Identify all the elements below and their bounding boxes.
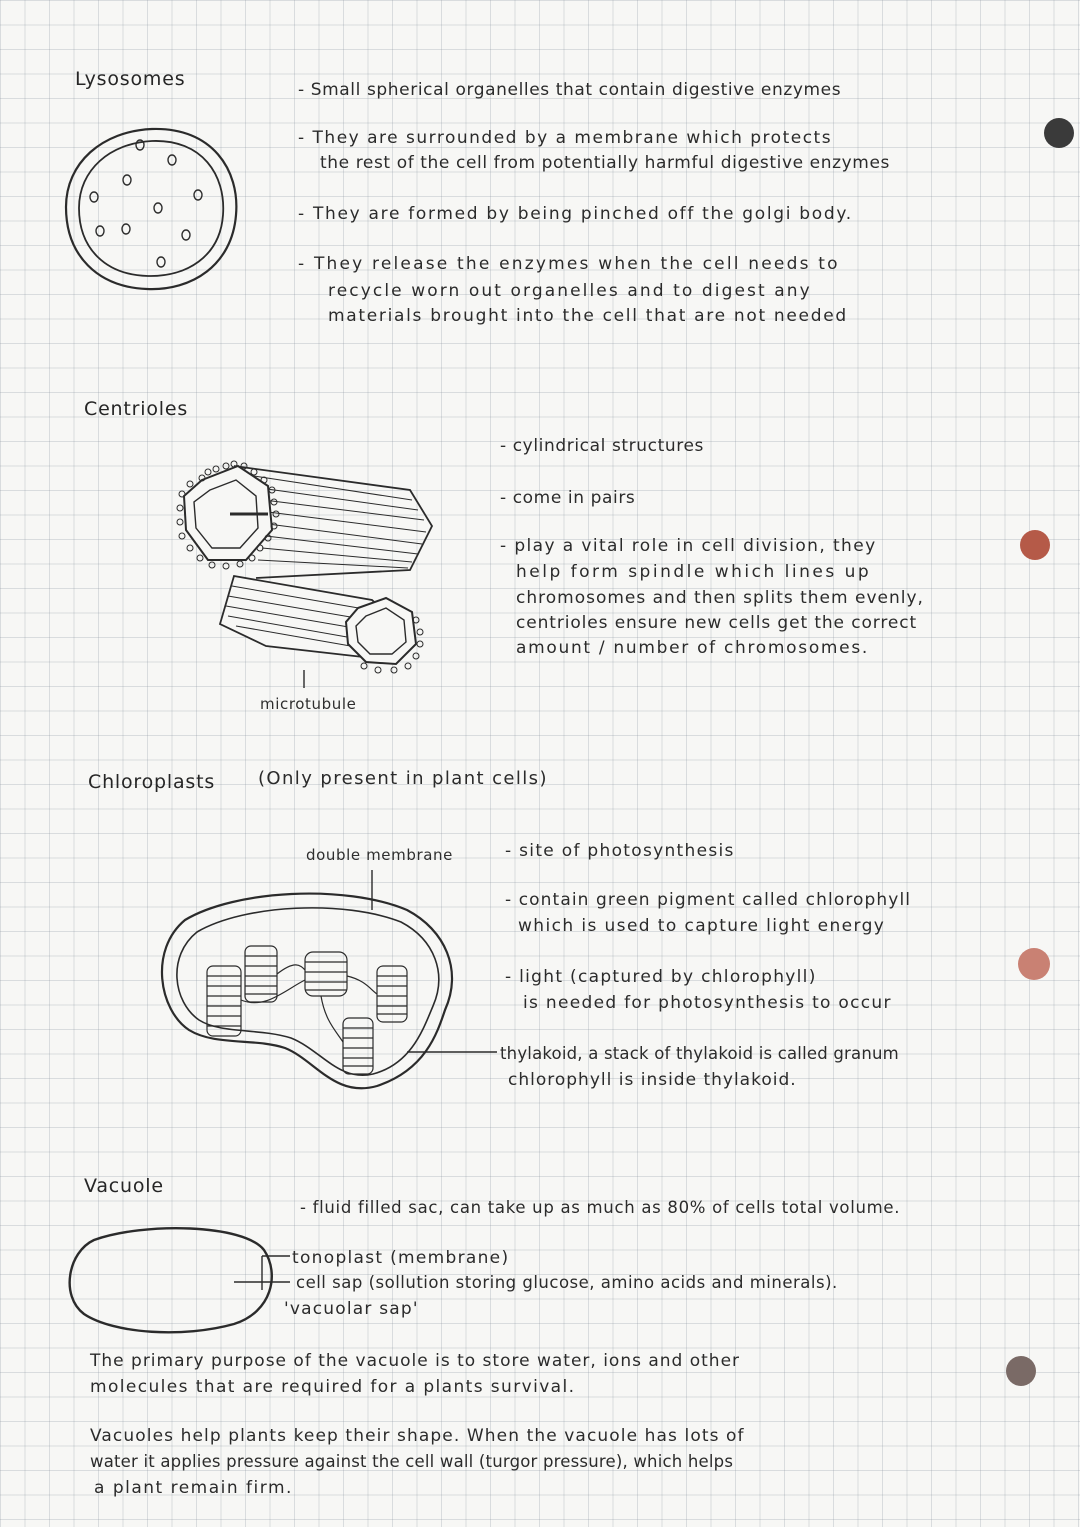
vacuole-paragraph-2-line-3: a plant remain firm. xyxy=(94,1478,293,1498)
lysosomes-bullet-2-line-2: the rest of the cell from potentially harmful digestive enzymes xyxy=(320,153,890,173)
chloroplasts-bullet-2-line-1: - contain green pigment called chlorophyll xyxy=(505,890,912,910)
vacuole-paragraph-2-line-2: water it applies pressure against the cell wall (turgor pressure), which helps xyxy=(90,1452,734,1471)
lysosomes-heading: Lysosomes xyxy=(75,68,186,90)
chloroplasts-note: (Only present in plant cells) xyxy=(258,768,548,789)
vacuole-paragraph-2-line-1: Vacuoles help plants keep their shape. When the vacuole has lots of xyxy=(90,1426,745,1446)
vacuole-heading: Vacuole xyxy=(84,1175,164,1197)
lysosomes-bullet-4-line-2: recycle worn out organelles and to digest any xyxy=(328,281,812,301)
punch-hole xyxy=(1044,118,1074,148)
thylakoid-label-line-1: thylakoid, a stack of thylakoid is called granum xyxy=(500,1044,899,1063)
lysosome-diagram-icon xyxy=(62,125,242,295)
lysosomes-bullet-4-line-3: materials brought into the cell that are not needed xyxy=(328,306,848,326)
vacuole-paragraph-1-line-1: The primary purpose of the vacuole is to store water, ions and other xyxy=(90,1351,741,1371)
vacuolar-sap-label: 'vacuolar sap' xyxy=(284,1299,419,1319)
punch-hole xyxy=(1006,1356,1036,1386)
chloroplasts-bullet-3-line-1: - light (captured by chlorophyll) xyxy=(505,967,817,987)
chloroplasts-heading: Chloroplasts xyxy=(88,771,216,793)
chloroplasts-bullet-2-line-2: which is used to capture light energy xyxy=(518,916,886,936)
thylakoid-label-line-2: chlorophyll is inside thylakoid. xyxy=(508,1070,797,1090)
centrioles-bullet-3-line-5: amount / number of chromosomes. xyxy=(516,638,870,658)
centrioles-bullet-3-line-3: chromosomes and then splits them evenly, xyxy=(516,588,924,608)
centrioles-bullet-1: - cylindrical structures xyxy=(500,436,704,456)
centrioles-bullet-3-line-1: - play a vital role in cell division, they xyxy=(500,536,877,556)
lysosomes-bullet-1: - Small spherical organelles that contain digestive enzymes xyxy=(298,80,842,100)
punch-hole xyxy=(1020,530,1050,560)
cell-sap-label: cell sap (sollution storing glucose, amino acids and minerals). xyxy=(296,1273,838,1292)
chloroplasts-bullet-3-line-2: is needed for photosynthesis to occur xyxy=(523,993,892,1013)
lysosomes-bullet-2-line-1: - They are surrounded by a membrane which protects xyxy=(298,128,833,148)
centriole-diagram-icon xyxy=(172,448,442,698)
lysosomes-bullet-4-line-1: - They release the enzymes when the cell needs to xyxy=(298,254,840,274)
centrioles-heading: Centrioles xyxy=(84,398,189,420)
vacuole-diagram-icon xyxy=(64,1220,294,1340)
vacuole-bullet-1: - fluid filled sac, can take up as much as 80% of cells total volume. xyxy=(300,1198,901,1217)
double-membrane-label: double membrane xyxy=(306,846,453,864)
punch-hole xyxy=(1018,948,1050,980)
tonoplast-label: tonoplast (membrane) xyxy=(292,1248,510,1268)
centrioles-bullet-3-line-2: help form spindle which lines up xyxy=(516,562,872,582)
chloroplast-diagram-icon xyxy=(145,870,485,1100)
centrioles-bullet-2: - come in pairs xyxy=(500,488,636,508)
microtubule-label: microtubule xyxy=(260,695,357,713)
centrioles-bullet-3-line-4: centrioles ensure new cells get the correct xyxy=(516,613,918,633)
lysosomes-bullet-3: - They are formed by being pinched off the golgi body. xyxy=(298,204,853,224)
chloroplasts-bullet-1: - site of photosynthesis xyxy=(505,841,735,861)
vacuole-paragraph-1-line-2: molecules that are required for a plants survival. xyxy=(90,1377,576,1397)
